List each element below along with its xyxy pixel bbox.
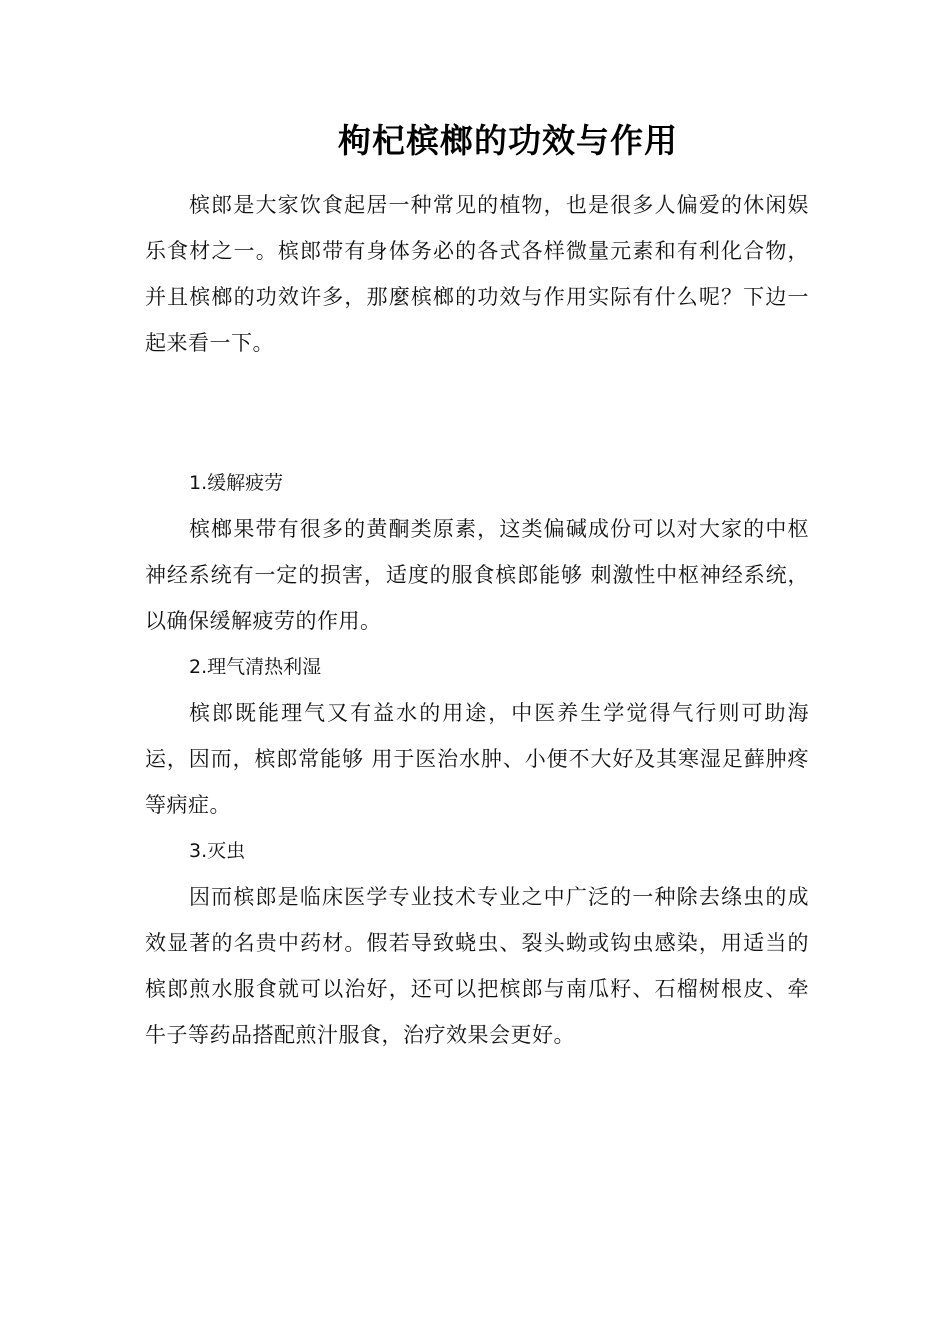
section-paragraph: 槟郎既能理气又有益水的用途，中医养生学觉得气行则可助海运，因而，槟郎常能够 用于医治水肿、小便不大好及其寒湿足藓肿疼等病症。 bbox=[145, 701, 809, 817]
document-title: 枸杞槟榔的功效与作用 bbox=[338, 121, 678, 160]
section-paragraph: 槟榔果带有很多的黄酮类原素，这类偏碱成份可以对大家的中枢神经系统有一定的损害，适度的服食槟郎能够 刺激性中枢神经系统，以确保缓解疲劳的作用。 bbox=[145, 517, 809, 633]
section-heading: 3.灭虫 bbox=[189, 840, 246, 862]
section-paragraph: 因而槟郎是临床医学专业技术专业之中广泛的一种除去绦虫的成效显著的名贵中药材。假若导致蛲虫、裂头蚴或钩虫感染，用适当的槟郎煎水服食就可以治好，还可以把槟郎与南瓜籽、石榴树根皮、牵牛子等药品搭配煎汁服食，治疗效果会更好。 bbox=[145, 885, 809, 1047]
blank-space bbox=[145, 366, 809, 460]
section-heading: 1.缓解疲劳 bbox=[189, 472, 284, 494]
intro-paragraph: 槟郎是大家饮食起居一种常见的植物，也是很多人偏爱的休闲娱乐食材之一。槟郎带有身体务必的各式各样微量元素和有利化合物，并且槟榔的功效许多，那麼槟榔的功效与作用实际有什么呢？下边一起来看一下。 bbox=[145, 193, 809, 355]
document-body bbox=[145, 182, 809, 1058]
section-heading: 2.理气清热利湿 bbox=[189, 656, 322, 678]
